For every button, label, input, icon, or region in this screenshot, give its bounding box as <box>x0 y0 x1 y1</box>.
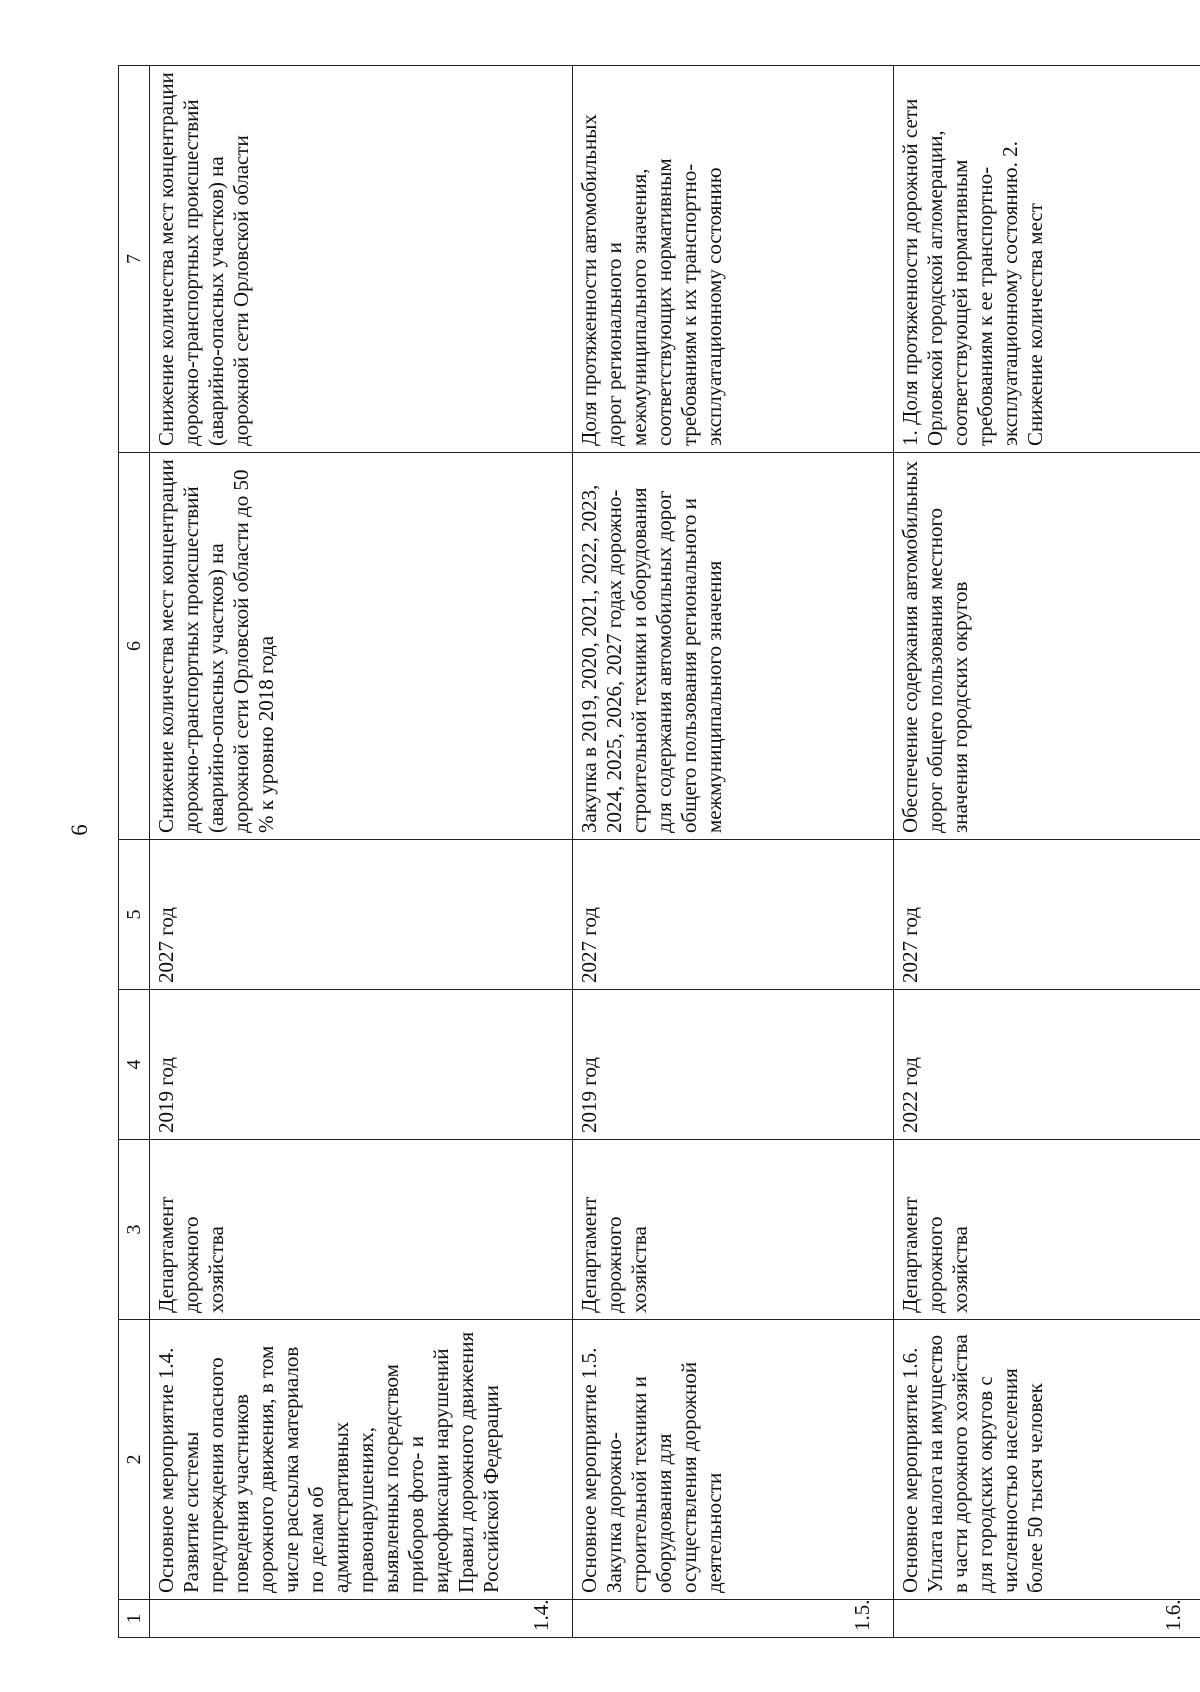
indicator: Доля протяженности автомобильных дорог регионального и межмуниципального значения, соответствующих нормативным требованиям к их транспортно-эксплуатационному состоянию <box>573 66 894 453</box>
column-header: 7 <box>119 66 150 453</box>
end-year: 2027 год <box>573 840 894 990</box>
table-header-row <box>119 66 150 1638</box>
executor: Департамент дорожного хозяйства <box>150 1140 573 1320</box>
table-row <box>894 66 1200 1638</box>
end-year: 2027 год <box>894 840 1200 990</box>
column-header: 4 <box>119 990 150 1140</box>
indicator: 1. Доля протяженности дорожной сети Орловской городской агломерации, соответствующей нормативным требованиям к ее транспортно-эксплуатационному состоянию. 2. Снижение количества мест <box>894 66 1200 453</box>
start-year: 2019 год <box>573 990 894 1140</box>
executor: Департамент дорожного хозяйства <box>894 1140 1200 1320</box>
start-year: 2019 год <box>150 990 573 1140</box>
table-row <box>150 66 573 1638</box>
start-year: 2022 год <box>894 990 1200 1140</box>
indicator: Снижение количества мест концентрации дорожно-транспортных происшествий (аварийно-опасных участков) на дорожной сети Орловской области <box>150 66 573 453</box>
row-number: 1.5. <box>573 1600 894 1638</box>
event-name: Основное мероприятие 1.5. Закупка дорожно-строительной техники и оборудования для осуществления дорожной деятельности <box>573 1320 894 1600</box>
row-number: 1.6. <box>894 1600 1200 1638</box>
page-number: 6 <box>67 824 92 836</box>
column-header: 5 <box>119 840 150 990</box>
column-header: 6 <box>119 453 150 840</box>
column-header: 2 <box>119 1320 150 1600</box>
column-header: 1 <box>119 1600 150 1638</box>
event-name: Основное мероприятие 1.6. Уплата налога на имущество в части дорожного хозяйства для городских округов с численностью населения более 50 тысяч человек <box>894 1320 1200 1600</box>
program-events-table <box>118 65 1200 1638</box>
end-year: 2027 год <box>150 840 573 990</box>
expected-result: Снижение количества мест концентрации дорожно-транспортных происшествий (аварийно-опасных участков) на дорожной сети Орловской области до 50 % к уровню 2018 года <box>150 453 573 840</box>
rotated-table-container <box>118 66 1200 1631</box>
expected-result: Закупка в 2019, 2020, 2021, 2022, 2023, 2024, 2025, 2026, 2027 годах дорожно-строительной техники и оборудования для содержания автомобильных дорог общего пользования регионального и межмуниципального значения <box>573 453 894 840</box>
landscape-page <box>118 66 1185 1638</box>
executor: Департамент дорожного хозяйства <box>573 1140 894 1320</box>
expected-result: Обеспечение содержания автомобильных дорог общего пользования местного значения городских округов <box>894 453 1200 840</box>
row-number: 1.4. <box>150 1600 573 1638</box>
event-name: Основное мероприятие 1.4. Развитие системы предупреждения опасного поведения участников дорожного движения, в том числе рассылка материалов по делам об административных правонарушениях, выявленных посредством приборов фото- и видеофиксации нарушений Правил дорожного движения Российской Федерации <box>150 1320 573 1600</box>
table-row <box>573 66 894 1638</box>
column-header: 3 <box>119 1140 150 1320</box>
